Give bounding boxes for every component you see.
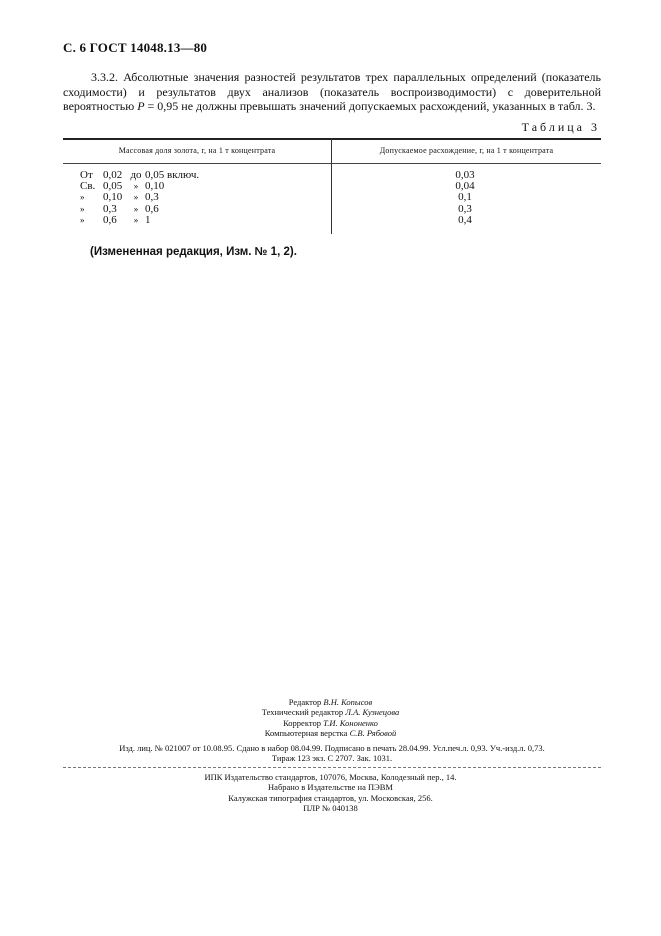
table-row — [63, 170, 601, 181]
row-from: 0,3 — [103, 202, 117, 215]
row-to: 0,6 — [145, 202, 159, 215]
editor-name: В.Н. Копысов — [323, 697, 373, 707]
row-to: 1 — [145, 213, 151, 226]
row-from: 0,6 — [103, 213, 117, 226]
dashed-divider — [63, 767, 601, 768]
row-tolerance: 0,3 — [458, 202, 472, 215]
row-from: 0,05 — [103, 180, 123, 193]
row-tolerance: 0,4 — [458, 213, 472, 226]
row-from: 0,10 — [103, 191, 123, 204]
paragraph-text-before: 3.3.2. Абсолютные значения разностей результатов трех параллельных определений (показатель сходимости) и результатов двух анализов (показатель воспроизводимости) с доверительной вероятностью — [63, 70, 601, 113]
row-separator: до — [130, 169, 142, 181]
paragraph-3-3-2 — [63, 70, 601, 114]
corrector-label: Корректор — [283, 717, 321, 728]
row-separator: » — [133, 192, 139, 203]
table-body — [63, 170, 601, 226]
table-row — [63, 204, 601, 215]
imprint-editor — [0, 697, 661, 707]
row-tolerance: 0,04 — [455, 180, 475, 193]
row-tolerance: 0,1 — [458, 191, 472, 204]
layout-name: С.В. Рябовой — [349, 728, 397, 739]
corrector-name: Т.И. Кононенко — [323, 717, 378, 728]
publication-info-line: Изд. лиц. № 021007 от 10.08.95. Сдано в набор 08.04.99. Подписано в печать 28.04.99. Усл.печ.л. 0,93. Уч.-изд.л. 0,73. — [119, 743, 545, 753]
editor-label: Редактор — [288, 697, 322, 707]
row-prefix: » — [80, 203, 85, 214]
probability-variable: P — [137, 99, 145, 113]
tech-editor-name: Л.А. Кузнецова — [345, 707, 400, 718]
row-prefix: » — [80, 214, 85, 225]
row-prefix: Св. — [80, 180, 96, 193]
tech-editor-label: Технический редактор — [261, 707, 344, 718]
print-info-line: Калужская типография стандартов, ул. Московская, 256. — [228, 792, 433, 803]
row-to: 0,10 — [145, 180, 165, 193]
layout-label: Компьютерная верстка — [264, 728, 348, 739]
imprint-block — [0, 697, 661, 739]
row-separator: » — [133, 181, 139, 192]
imprint-layout — [0, 728, 661, 738]
page-header: С. 6 ГОСТ 14048.13—80 — [63, 40, 208, 55]
table-row — [63, 181, 601, 192]
row-from: 0,02 — [103, 169, 123, 181]
imprint-tech-editor — [0, 707, 661, 717]
column-header-gold-fraction: Массовая доля золота, г, на 1 т концентрата — [118, 146, 276, 155]
row-tolerance: 0,03 — [455, 169, 475, 181]
publication-info — [63, 743, 601, 764]
table-3 — [63, 138, 601, 234]
print-info-line: ПЛР № 040138 — [303, 803, 358, 814]
row-separator: » — [133, 203, 139, 214]
print-info — [0, 772, 661, 814]
table-header-rule — [63, 163, 601, 164]
table-row — [63, 192, 601, 203]
print-info-line: Набрано в Издательстве на ПЭВМ — [268, 782, 393, 793]
row-prefix: » — [80, 192, 85, 203]
table-top-rule — [63, 138, 601, 140]
row-separator: » — [133, 214, 139, 225]
row-to: 0,3 — [145, 191, 159, 204]
row-prefix: От — [80, 169, 93, 181]
table-row — [63, 215, 601, 226]
amendment-note: (Измененная редакция, Изм. № 1, 2). — [90, 246, 297, 258]
publication-info-line: Тираж 123 экз. С 2707. Зак. 1031. — [271, 753, 393, 764]
table-caption: Таблица 3 — [521, 120, 600, 134]
paragraph-text-after: = 0,95 не должны превышать значений допускаемых расхождений, указанных в табл. 3. — [144, 99, 596, 113]
imprint-corrector — [0, 718, 661, 728]
print-info-line: ИПК Издательство стандартов, 107076, Москва, Колодезный пер., 14. — [204, 772, 457, 782]
row-to: 0,05 включ. — [145, 169, 200, 181]
column-header-tolerance: Допускаемое расхождение, г, на 1 т концентрата — [379, 146, 554, 155]
